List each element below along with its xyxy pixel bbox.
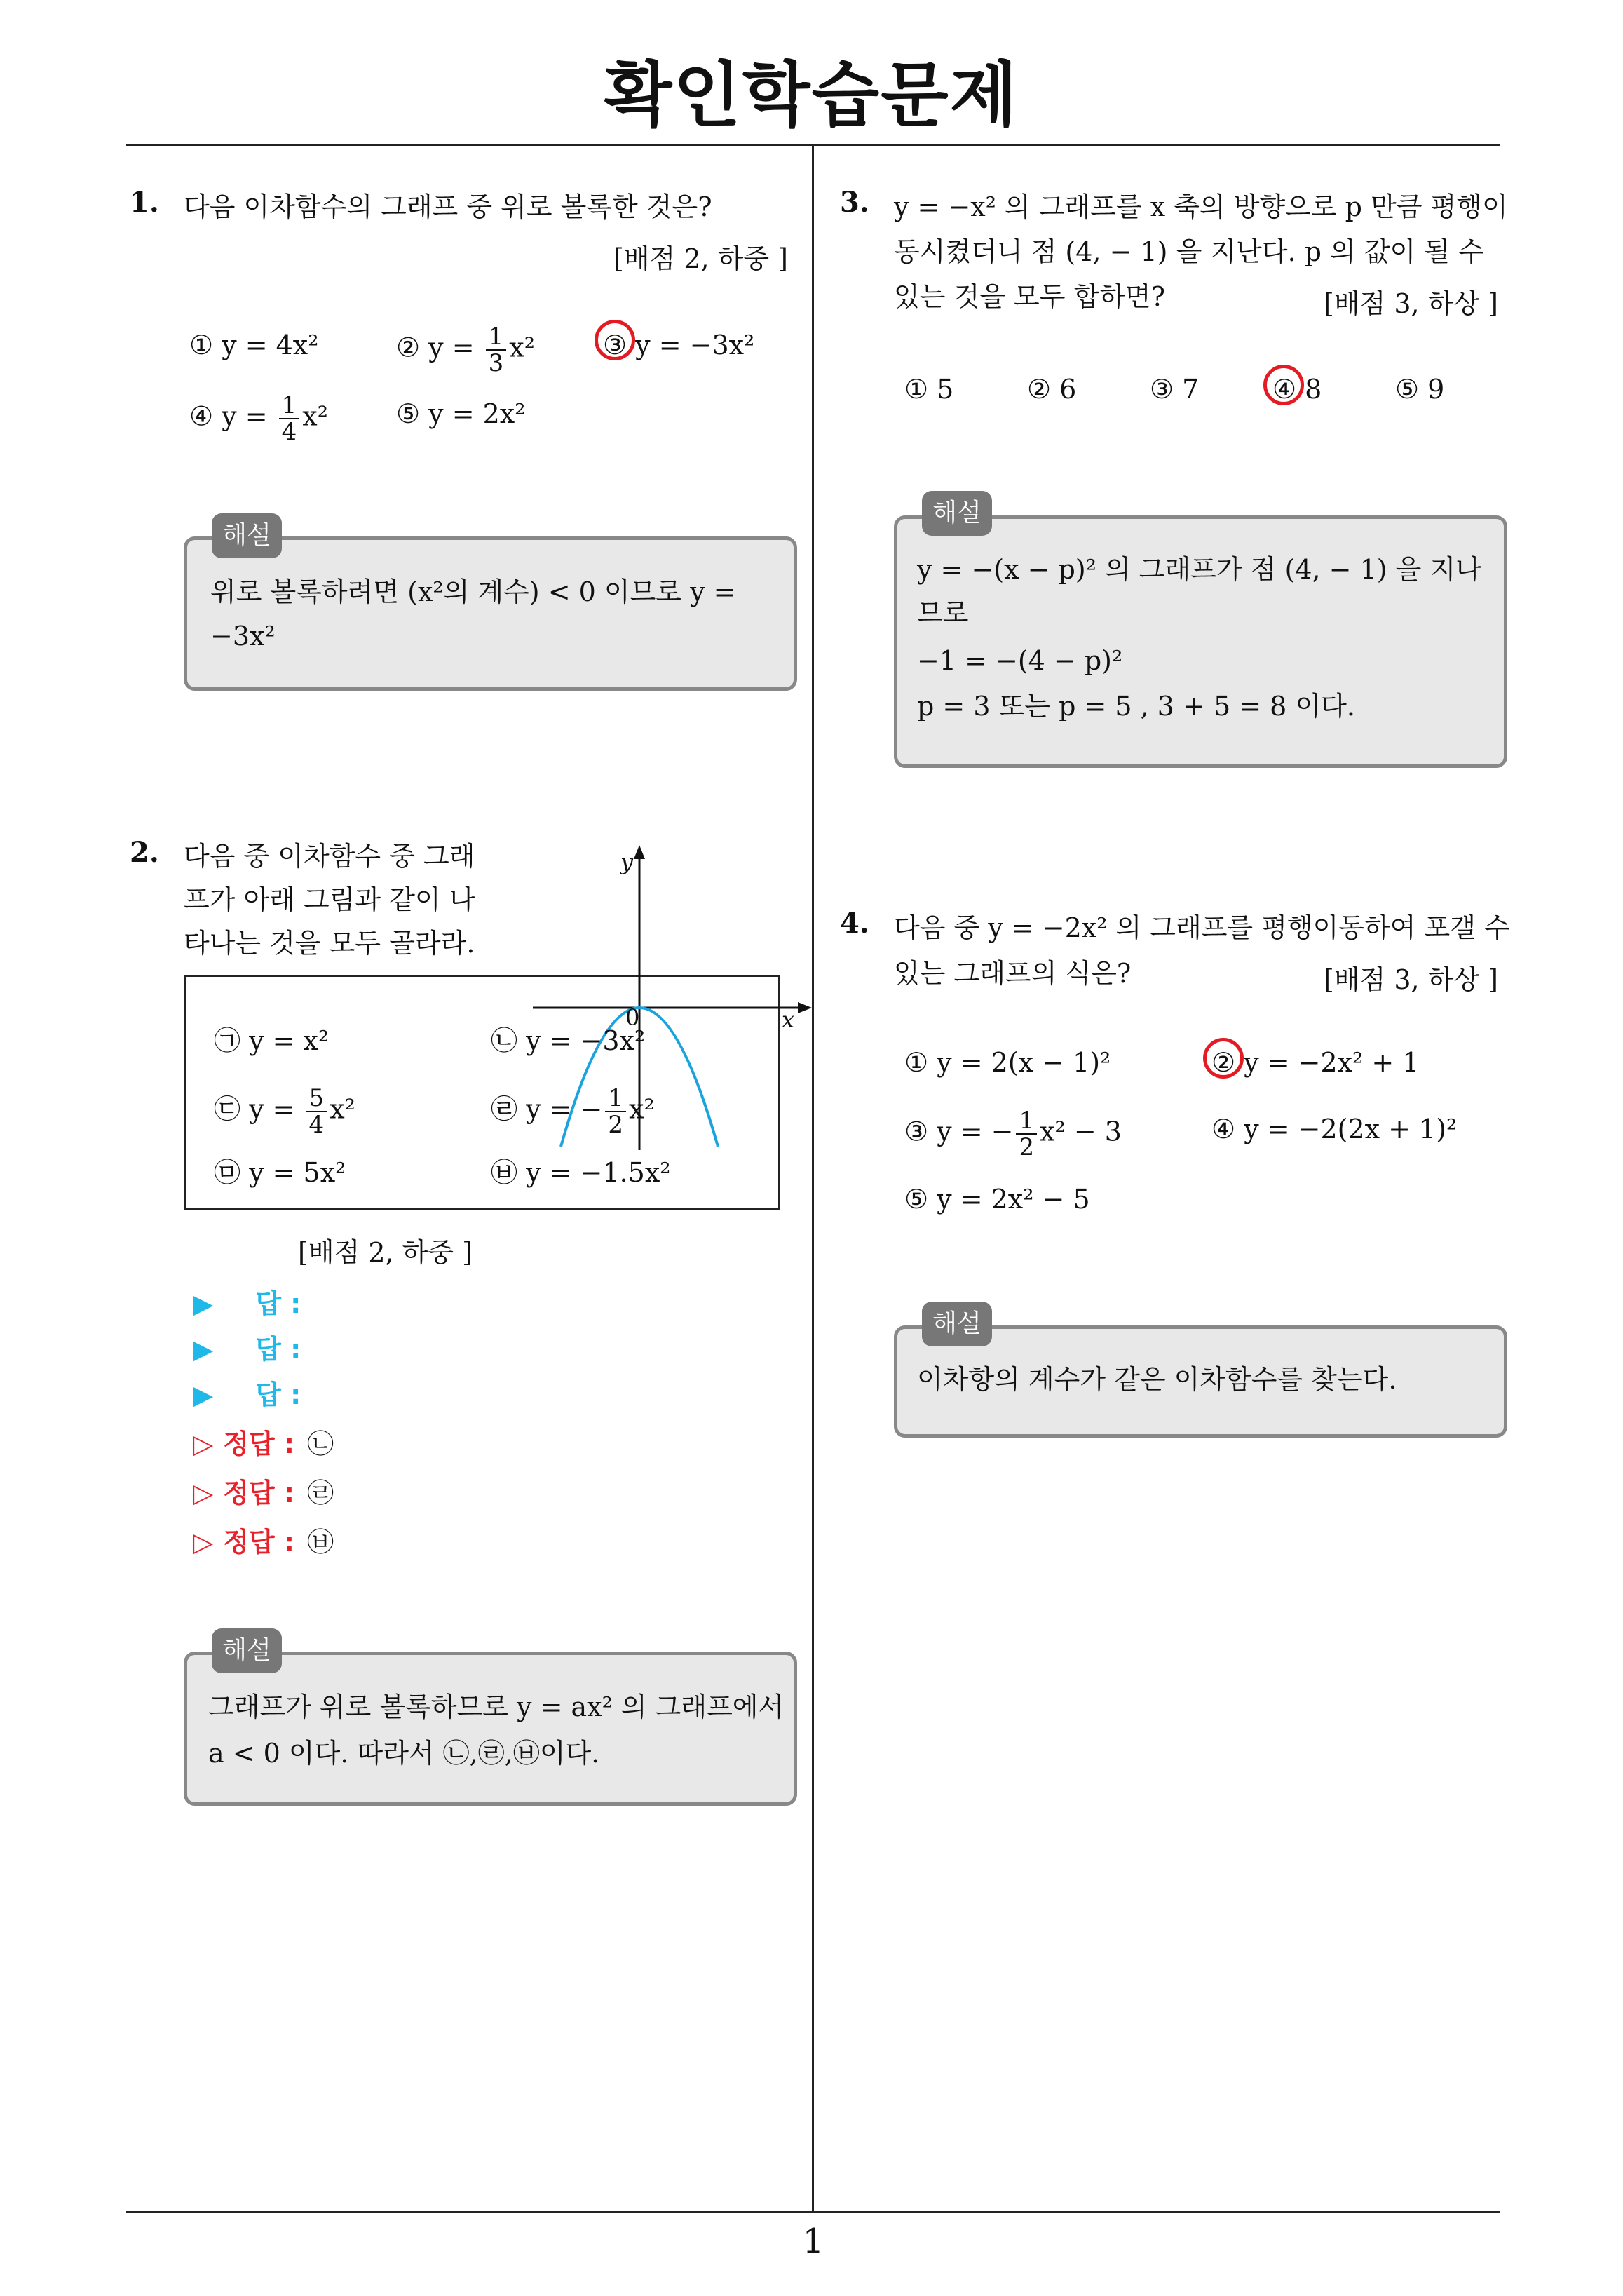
correct-answer-1: ▷ 정답 : ㉡ bbox=[193, 1429, 334, 1459]
question-1-number: 1. bbox=[130, 186, 159, 219]
q4-solution-tag: 해설 bbox=[922, 1302, 992, 1346]
answer-line-1[interactable]: ▶ 답 : bbox=[193, 1288, 301, 1319]
question-3-text-line-3: 있는 것을 모두 합하면? bbox=[894, 281, 1165, 312]
q1-solution-tag: 해설 bbox=[212, 513, 282, 558]
q1-solution-line-2: −3x² bbox=[210, 621, 276, 651]
q3-marked-answer-circle bbox=[1263, 365, 1304, 405]
play-arrow-icon: ▶ bbox=[193, 1288, 214, 1319]
question-3-text-line-2: 동시켰더니 점 (4, − 1) 을 지난다. p 의 값이 될 수 bbox=[894, 236, 1484, 267]
outline-arrow-icon: ▷ bbox=[193, 1527, 214, 1558]
question-2-number: 2. bbox=[130, 836, 159, 869]
q1-choice-4-prefix: ④ y = bbox=[189, 400, 276, 432]
correct-answer-2: ▷ 정답 : ㉣ bbox=[193, 1478, 334, 1508]
q1-choice-2[interactable] bbox=[396, 324, 535, 376]
q1-choice-3[interactable]: ③ y = −3x² bbox=[603, 330, 755, 360]
question-4-number: 4. bbox=[840, 907, 869, 940]
graph-y-label: y bbox=[620, 849, 634, 875]
q2-choice-f[interactable]: ㉥ y = −1.5x² bbox=[491, 1157, 671, 1188]
q1-choice-4[interactable] bbox=[189, 393, 328, 445]
answer-line-3[interactable]: ▶ 답 : bbox=[193, 1379, 301, 1410]
question-4-text-line-1: 다음 중 y = −2x² 의 그래프를 평행이동하여 포갤 수 bbox=[894, 912, 1510, 943]
q3-solution-line-2: 므로 bbox=[917, 597, 969, 628]
q4-choice-5[interactable]: ⑤ y = 2x² − 5 bbox=[904, 1184, 1090, 1215]
q1-choice-4-fraction: $\frac{1}{4}$ bbox=[279, 393, 300, 445]
q2-solution-line-1: 그래프가 위로 볼록하므로 y = ax² 의 그래프에서 bbox=[208, 1691, 785, 1722]
question-4-score: [배점 3, 하상 ] bbox=[1324, 964, 1498, 995]
play-arrow-icon: ▶ bbox=[193, 1379, 214, 1410]
q1-marked-answer-circle bbox=[595, 320, 635, 360]
q1-choice-5[interactable]: ⑤ y = 2x² bbox=[396, 398, 526, 429]
question-3-text-line-1: y = −x² 의 그래프를 x 축의 방향으로 p 만큼 평행이 bbox=[894, 191, 1508, 222]
q2-solution-line-2: a < 0 이다. 따라서 ㉡,㉣,㉥이다. bbox=[208, 1738, 600, 1769]
q2-choice-b[interactable]: ㉡ y = −3x² bbox=[491, 1025, 646, 1056]
graph-x-label: x bbox=[782, 1006, 795, 1033]
outline-arrow-icon: ▷ bbox=[193, 1478, 214, 1508]
q2-choice-c[interactable]: ㉢ y = $\frac{5}{4}$ x² bbox=[214, 1084, 355, 1139]
q2-choice-e[interactable]: ㉤ y = 5x² bbox=[214, 1157, 346, 1188]
question-1-score: [배점 2, 하중 ] bbox=[613, 243, 788, 274]
q1-choice-2-suffix: x² bbox=[509, 332, 535, 363]
question-2-text-line-1: 다음 중 이차함수 중 그래 bbox=[184, 841, 475, 872]
q4-solution-line-1: 이차항의 계수가 같은 이차함수를 찾는다. bbox=[917, 1364, 1397, 1395]
question-2-text-line-2: 프가 아래 그림과 같이 나 bbox=[184, 884, 475, 915]
question-2-score: [배점 2, 하중 ] bbox=[298, 1237, 473, 1268]
q4-choice-3[interactable]: ③ y = − $\frac{1}{2}$ x² − 3 bbox=[904, 1107, 1122, 1161]
page-title: 확인학습문제 bbox=[604, 54, 1019, 136]
page-number: 1 bbox=[802, 2222, 824, 2261]
q2-choice-d[interactable]: ㉣ y = − $\frac{1}{2}$ x² bbox=[491, 1084, 655, 1139]
q3-choice-4[interactable]: ④ 8 bbox=[1272, 374, 1322, 405]
correct-answer-3: ▷ 정답 : ㉥ bbox=[193, 1527, 334, 1558]
q3-solution-line-1: y = −(x − p)² 의 그래프가 점 (4, − 1) 을 지나 bbox=[917, 554, 1481, 585]
q1-choice-1[interactable]: ① y = 4x² bbox=[189, 330, 319, 360]
question-1-text: 다음 이차함수의 그래프 중 위로 볼록한 것은? bbox=[184, 191, 712, 222]
graph-origin-label: 0 bbox=[625, 1004, 640, 1031]
q3-solution-line-4: p = 3 또는 p = 5 , 3 + 5 = 8 이다. bbox=[917, 691, 1355, 722]
x-axis-arrow-icon bbox=[798, 1002, 812, 1013]
play-arrow-icon: ▶ bbox=[193, 1334, 214, 1365]
q3-choice-2[interactable]: ② 6 bbox=[1027, 374, 1077, 405]
column-divider bbox=[812, 144, 814, 2213]
question-3-score: [배점 3, 하상 ] bbox=[1324, 288, 1498, 319]
q2-choice-a[interactable]: ㉠ y = x² bbox=[214, 1025, 330, 1056]
q3-solution-tag: 해설 bbox=[922, 491, 992, 536]
q3-choice-1[interactable]: ① 5 bbox=[904, 374, 954, 405]
q4-choice-1[interactable]: ① y = 2(x − 1)² bbox=[904, 1047, 1111, 1078]
q1-solution-line-1: 위로 볼록하려면 (x²의 계수) < 0 이므로 y = bbox=[210, 576, 736, 607]
q4-choice-2[interactable]: ② y = −2x² + 1 bbox=[1211, 1047, 1420, 1078]
question-3-number: 3. bbox=[840, 186, 869, 219]
q2-solution-tag: 해설 bbox=[212, 1628, 282, 1673]
question-4-text-line-2: 있는 그래프의 식은? bbox=[894, 958, 1132, 989]
question-2-text-line-3: 타나는 것을 모두 골라라. bbox=[184, 928, 475, 959]
q3-choice-5[interactable]: ⑤ 9 bbox=[1395, 374, 1445, 405]
q3-solution-line-3: −1 = −(4 − p)² bbox=[917, 645, 1123, 676]
q4-choice-4[interactable]: ④ y = −2(2x + 1)² bbox=[1211, 1114, 1458, 1144]
answer-line-2[interactable]: ▶ 답 : bbox=[193, 1334, 301, 1365]
q1-choice-2-prefix: ② y = bbox=[396, 332, 483, 363]
q1-choice-4-suffix: x² bbox=[302, 400, 328, 432]
q3-choice-3[interactable]: ③ 7 bbox=[1150, 374, 1200, 405]
footer-divider bbox=[126, 2211, 1500, 2213]
y-axis-arrow-icon bbox=[634, 845, 645, 859]
outline-arrow-icon: ▷ bbox=[193, 1429, 214, 1459]
q4-marked-answer-circle bbox=[1203, 1038, 1244, 1079]
q1-choice-2-fraction: $\frac{1}{3}$ bbox=[486, 324, 507, 376]
